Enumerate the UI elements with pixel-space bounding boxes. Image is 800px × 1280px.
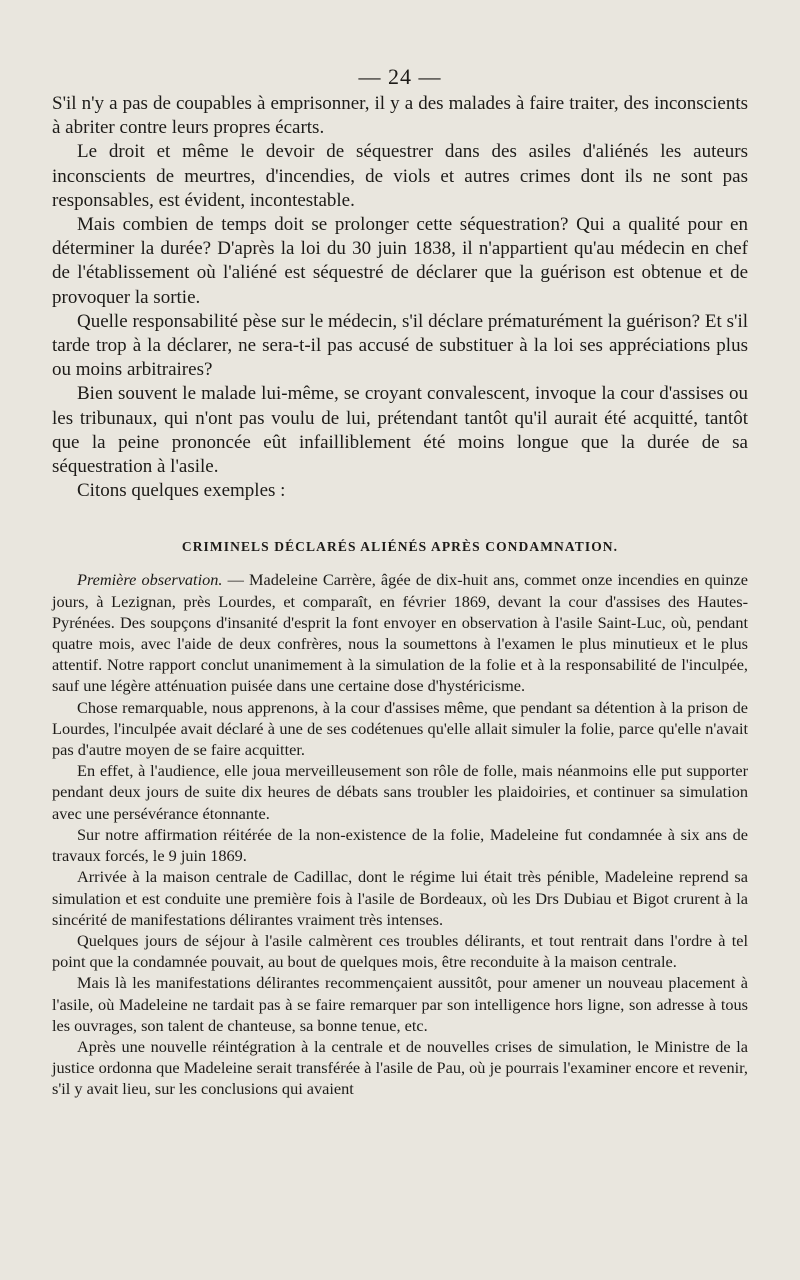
observation-paragraph-4: Arrivée à la maison centrale de Cadillac, dont le régime lui était très pénible, Madeleine reprend sa simulation et est conduite une première fois à l'asile de Bordeaux, où les Drs Dubiau et Bigot crurent à la sincérité de manifestations délirantes vraiment très intenses. bbox=[52, 867, 748, 929]
observation-paragraph-3: Sur notre affirmation réitérée de la non-existence de la folie, Madeleine fut condamnée à six ans de travaux forcés, le 9 juin 1869. bbox=[52, 824, 748, 866]
paragraph-4: Quelle responsabilité pèse sur le médecin, s'il déclare prématurément la guérison? Et s'il tarde trop à la déclarer, ne sera-t-il pas accusé de substituer à la loi ses appréciations plus ou moins arbitraires? bbox=[52, 310, 748, 381]
section-heading: CRIMINELS DÉCLARÉS ALIÉNÉS APRÈS CONDAMNATION. bbox=[181, 539, 619, 555]
observation-intro bbox=[52, 569, 748, 696]
observation-paragraph-1: Chose remarquable, nous apprenons, à la cour d'assises même, que pendant sa détention à la prison de Lourdes, l'inculpée avait déclaré à une de ses codétenues qu'elle allait simuler la folie, parce qu'elle n'avait pas d'autre moyen de se faire acquitter. bbox=[52, 697, 748, 760]
observation-intro-text: — Madeleine Carrère, âgée de dix-huit ans, commet onze incendies en quinze jours, à Lezignan, près Lourdes, et comparaît, en février 1869, devant la cour d'assises des Hautes-Pyrénées. Des soupçons d'insanité d'esprit la font envoyer en observation à l'asile Saint-Luc, où, pendant quatre mois, avec l'aide de deux confrères, nous la soumettons à l'examen le plus minutieux et le plus attentif. Notre rapport conclut unanimement à la simulation de la folie et à la responsabilité de l'inculpée, sauf une légère atténuation puisée dans une certaine dose d'hystéricisme. bbox=[52, 570, 749, 696]
observation-paragraph-6: Mais là les manifestations délirantes recommençaient aussitôt, pour amener un nouveau placement à l'asile, où Madeleine ne tardait pas à se faire remarquer par son intelligence hors ligne, son adresse à tous les ouvrages, son talent de chanteuse, sa bonne tenue, etc. bbox=[52, 973, 748, 1035]
observation-paragraph-7: Après une nouvelle réintégration à la centrale et de nouvelles crises de simulation, le Ministre de la justice ordonna que Madeleine serait transférée à l'asile de Pau, où je pourrais l'examiner encore et revenir, s'il y avait lieu, sur les conclusions qui avaient bbox=[52, 1036, 748, 1099]
paragraph-3: Mais combien de temps doit se prolonger cette séquestration? Qui a qualité pour en déterminer la durée? D'après la loi du 30 juin 1838, il n'appartient qu'au médecin en chef de l'établissement où l'aliéné est séquestré de déclarer que la guérison est obtenue et de provoquer la sortie. bbox=[52, 214, 748, 308]
observation-paragraph-5: Quelques jours de séjour à l'asile calmèrent ces troubles délirants, et tout rentrait dans l'ordre à tel point que la condamnée pouvait, au bout de quelques mois, être reconduite à la maison centrale. bbox=[52, 930, 748, 972]
paragraph-1: S'il n'y a pas de coupables à emprisonner, il y a des malades à faire traiter, des inconscients à abriter contre leurs propres écarts. bbox=[52, 93, 748, 139]
paragraph-5: Bien souvent le malade lui-même, se croyant convalescent, invoque la cour d'assises ou les tribunaux, qui n'ont pas voulu de lui, prétendant tantôt qu'il aurait été acquitté, tantôt que la peine prononcée eût infailliblement été moins longue que la durée de sa séquestration à l'asile. bbox=[52, 383, 748, 478]
page-number: — 24 — bbox=[358, 64, 442, 89]
paragraph-6: Citons quelques exemples : bbox=[77, 480, 286, 502]
observation-paragraph-2: En effet, à l'audience, elle joua merveilleusement son rôle de folle, mais néanmoins elle put supporter pendant deux jours de suite dix heures de débats sans troubler les plaidoiries, et continuer sa simulation avec une persévérance étonnante. bbox=[52, 761, 748, 823]
observation-label: Première observation. bbox=[77, 570, 223, 590]
paragraph-2: Le droit et même le devoir de séquestrer dans des asiles d'aliénés les auteurs inconscients de meurtres, d'incendies, de viols et autres crimes dont ils ne sont pas responsables, est évident, incontestable. bbox=[52, 141, 748, 211]
page-body bbox=[52, 92, 748, 1100]
